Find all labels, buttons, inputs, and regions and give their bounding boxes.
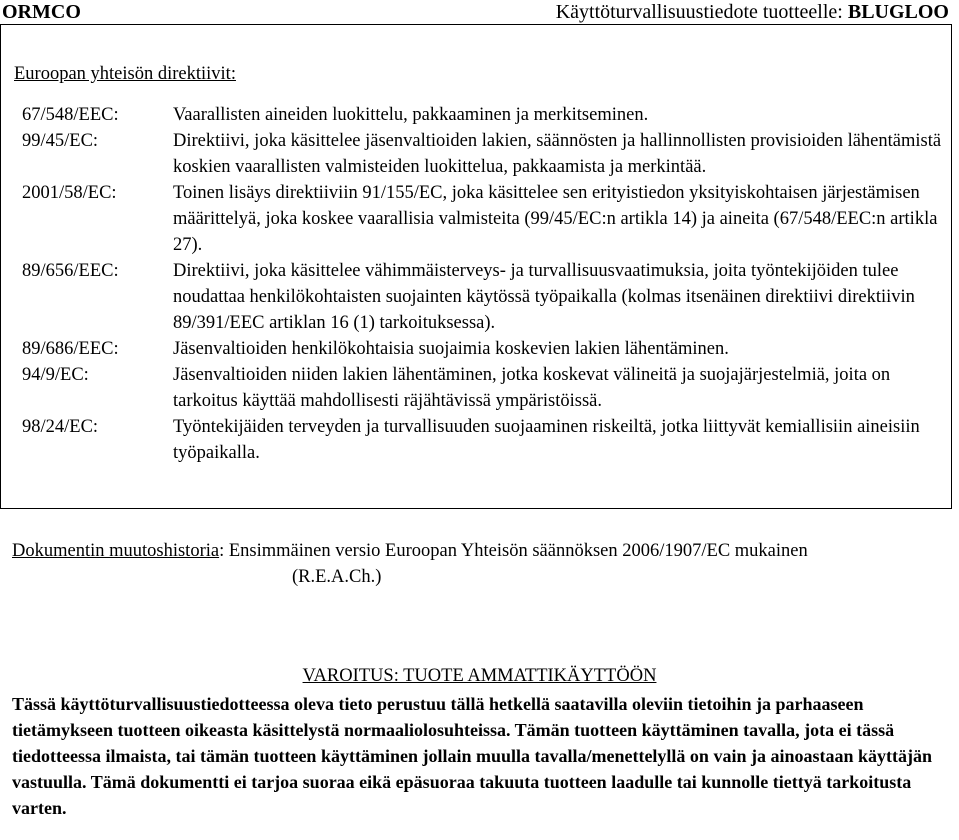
history-text: : Ensimmäinen versio Euroopan Yhteisön säännöksen 2006/1907/EC mukainen bbox=[219, 541, 808, 561]
product-name: BLUGLOO bbox=[847, 1, 949, 23]
directive-row bbox=[22, 102, 942, 128]
directive-code: 67/548/EEC: bbox=[22, 105, 119, 125]
directives-list bbox=[22, 102, 942, 466]
directive-text: Toinen lisäys direktiiviin 91/155/EC, joka käsittelee sen erityistiedon yksityiskohtaisen järjestämisen määrittelyä, joka koskee vaarallisia valmisteita (99/45/EC:n artikla 14) ja aineita (67/548/EEC:n artikla 27). bbox=[173, 183, 938, 255]
directive-text: Direktiivi, joka käsittelee jäsenvaltioiden lakien, säännösten ja hallinnollisten provisioiden lähentämistä koskien vaarallisten valmisteiden luokittelua, pakkaamista ja merkintää. bbox=[173, 131, 942, 177]
company-name: ORMCO bbox=[2, 1, 81, 23]
directive-code: 2001/58/EC: bbox=[22, 183, 117, 203]
history-continuation: (R.E.A.Ch.) bbox=[292, 567, 382, 587]
directive-code: 89/686/EEC: bbox=[22, 339, 119, 359]
directive-text: Jäsenvaltioiden niiden lakien lähentäminen, jotka koskevat välineitä ja suojajärjestelmiä, joita on tarkoitus käyttää mahdollisesti räjähtävissä ympäristöissä. bbox=[173, 365, 891, 411]
directive-text: Vaarallisten aineiden luokittelu, pakkaaminen ja merkitseminen. bbox=[173, 105, 649, 125]
directive-row bbox=[22, 258, 942, 336]
document-history bbox=[12, 538, 942, 590]
directive-row bbox=[22, 128, 942, 180]
directive-row bbox=[22, 180, 942, 258]
history-line bbox=[12, 538, 942, 564]
directive-row bbox=[22, 336, 942, 362]
directive-row bbox=[22, 414, 942, 466]
directive-text: Työntekijäiden terveyden ja turvallisuuden suojaaminen riskeiltä, jotka liittyvät kemiallisiin aineisiin työpaikalla. bbox=[173, 417, 920, 463]
warning-title: VAROITUS: TUOTE AMMATTIKÄYTTÖÖN bbox=[302, 666, 657, 686]
directive-code: 98/24/EC: bbox=[22, 417, 99, 437]
directive-code: 99/45/EC: bbox=[22, 131, 99, 151]
directive-code: 89/656/EEC: bbox=[22, 261, 119, 281]
warning-body: Tässä käyttöturvallisuustiedotteessa oleva tieto perustuu tällä hetkellä saatavilla oleviin tietoihin ja parhaaseen tietämykseen tuotteen oikeasta käsittelystä normaaliolosuhteissa. Tämän tuotteen käyttäminen tavalla, jota ei tässä tiedotteessa ilmaista, tai tämän tuotteen käyttäminen jollain muulla tavalla/menettelyllä on vain ja ainoastaan käyttäjän vastuulla. Tämä dokumentti ei tarjoa suoraa eikä epäsuoraa takuuta tuotteen laadulle tai kunnolle tiettyä tarkoitusta varten. bbox=[12, 694, 932, 818]
directive-code: 94/9/EC: bbox=[22, 365, 89, 385]
directives-section-title: Euroopan yhteisön direktiivit: bbox=[14, 64, 236, 84]
document-title-prefix: Käyttöturvallisuustiedote tuotteelle: bbox=[555, 1, 848, 23]
directive-text: Direktiivi, joka käsittelee vähimmäisterveys- ja turvallisuusvaatimuksia, joita työntekijöiden tulee noudattaa henkilökohtaisten suojainten käytössä työpaikalla (kolmas itsenäinen direktiivi direktiivin 89/391/EEC artiklan 16 (1) tarkoituksessa). bbox=[173, 261, 915, 333]
directive-text: Jäsenvaltioiden henkilökohtaisia suojaimia koskevien lakien lähentäminen. bbox=[173, 339, 729, 359]
directive-row bbox=[22, 362, 942, 414]
document-title bbox=[556, 0, 949, 24]
history-label: Dokumentin muutoshistoria bbox=[12, 541, 220, 561]
page-header bbox=[0, 0, 952, 25]
